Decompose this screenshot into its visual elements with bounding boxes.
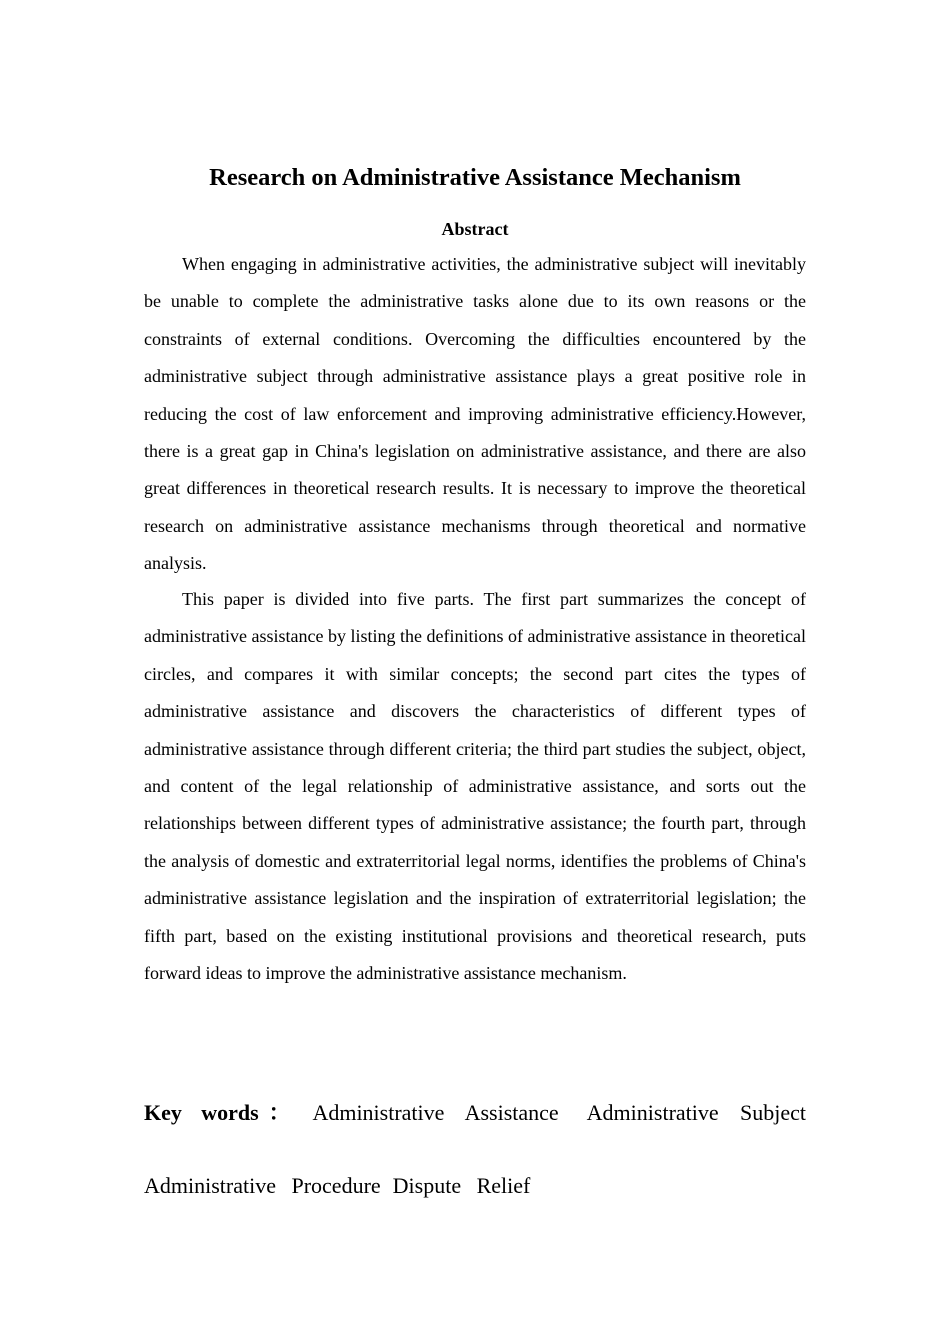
keywords-section bbox=[144, 1076, 806, 1222]
keyword-item: Administrative Procedure bbox=[144, 1173, 381, 1198]
keywords-separator: ： bbox=[262, 1100, 297, 1125]
paper-title: Research on Administrative Assistance Mechanism bbox=[209, 164, 741, 191]
abstract-heading: Abstract bbox=[441, 219, 509, 239]
keywords-label: Key words bbox=[144, 1100, 259, 1125]
abstract-paragraph-1-block bbox=[144, 246, 806, 583]
keyword-item: Dispute Relief bbox=[392, 1173, 531, 1198]
abstract-paragraph-2-block bbox=[144, 581, 806, 992]
abstract-paragraph: When engaging in administrative activities, the administrative subject will inevitably be unable to complete the administrative tasks alone due to its own reasons or the constraints of external conditions. Overcoming the difficulties encountered by the administrative subject through administrative assistance plays a great positive role in reducing the cost of law enforcement and improving administrative efficiency.However, there is a great gap in China's legislation on administrative assistance, and there are also great differences in theoretical research results. It is necessary to improve the theoretical research on administrative assistance mechanisms through theoretical and normative analysis. bbox=[144, 254, 806, 574]
abstract-paragraph: This paper is divided into five parts. The first part summarizes the concept of administrative assistance by listing the definitions of administrative assistance in theoretical circles, and compares it with similar concepts; the second part cites the types of administrative assistance and discovers the characteristics of different types of administrative assistance through different criteria; the third part studies the subject, object, and content of the legal relationship of administrative assistance, and sorts out the relationships between different types of administrative assistance; the fourth part, through the analysis of domestic and extraterritorial legal norms, identifies the problems of China's administrative assistance legislation and the inspiration of extraterritorial legislation; the fifth part, based on the existing institutional provisions and theoretical research, puts forward ideas to improve the administrative assistance mechanism. bbox=[144, 589, 806, 984]
keyword-item: Administrative Assistance bbox=[312, 1100, 559, 1125]
keyword-item: Administrative Subject bbox=[586, 1100, 807, 1125]
